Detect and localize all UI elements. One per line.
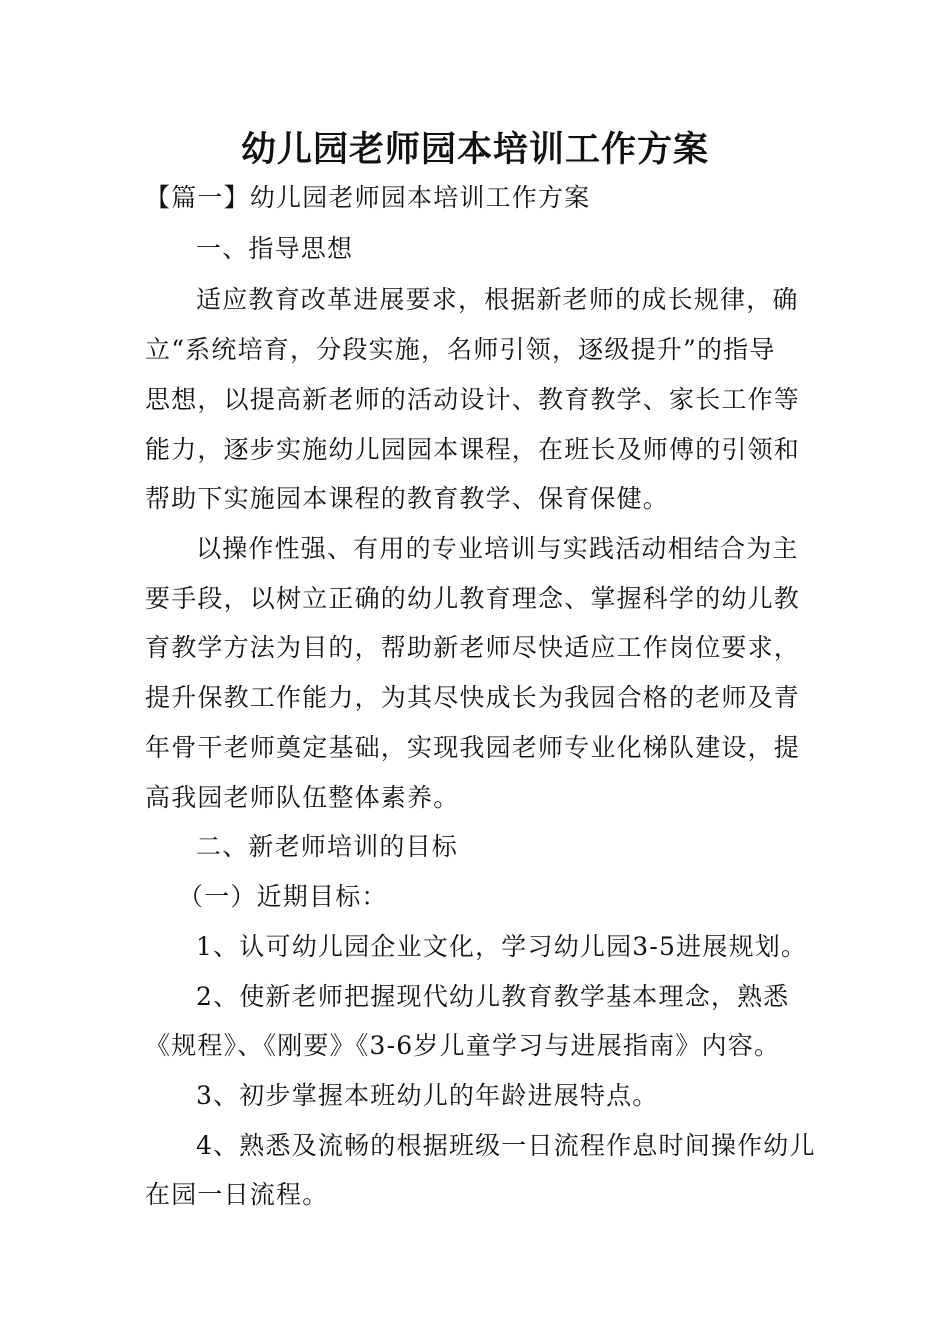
- paragraph-line: 适应教育改革进展要求，根据新老师的成长规律，确: [196, 285, 799, 314]
- paragraph-line: 思想，以提高新老师的活动设计、教育教学、家长工作等: [145, 385, 801, 414]
- document-title: 幼儿园老师园本培训工作方案: [240, 130, 709, 170]
- paragraph-line: 帮助下实施园本课程的教育教学、保育保健。: [145, 484, 670, 513]
- paragraph-line: 高我园老师队伍整体素养。: [145, 783, 460, 812]
- paragraph-line: 立“系统培育，分段实施，名师引领，逐级提升”的指导: [145, 335, 776, 364]
- paragraph-line: 提升保教工作能力，为其尽快成长为我园合格的老师及青: [145, 683, 801, 712]
- subheading-short-term-goals: （一）近期目标：: [178, 882, 388, 911]
- section-heading: 【篇一】幼儿园老师园本培训工作方案: [145, 183, 591, 212]
- list-item: 3、初步掌握本班幼儿的年龄进展特点。: [196, 1081, 659, 1110]
- paragraph-line: 以操作性强、有用的专业培训与实践活动相结合为主: [196, 534, 799, 563]
- paragraph-line: 育教学方法为目的，帮助新老师尽快适应工作岗位要求，: [145, 633, 801, 662]
- heading-training-goals: 二、新老师培训的目标: [196, 832, 459, 861]
- paragraph-line: 要手段，以树立正确的幼儿教育理念、掌握科学的幼儿教: [145, 584, 801, 613]
- list-item-continuation: 《规程》、《刚要》《3-6岁儿童学习与进展指南》内容。: [145, 1031, 781, 1060]
- heading-guiding-ideology: 一、指导思想: [196, 234, 354, 263]
- list-item-continuation: 在园一日流程。: [145, 1180, 329, 1209]
- paragraph-line: 年骨干老师奠定基础，实现我园老师专业化梯队建设，提: [145, 733, 801, 762]
- list-item: 2、使新老师把握现代幼儿教育教学基本理念，熟悉: [196, 982, 790, 1011]
- list-item: 1、认可幼儿园企业文化，学习幼儿园3-5进展规划。: [196, 932, 808, 961]
- paragraph-line: 能力，逐步实施幼儿园园本课程，在班长及师傅的引领和: [145, 435, 801, 464]
- list-item: 4、熟悉及流畅的根据班级一日流程作息时间操作幼儿: [196, 1131, 816, 1160]
